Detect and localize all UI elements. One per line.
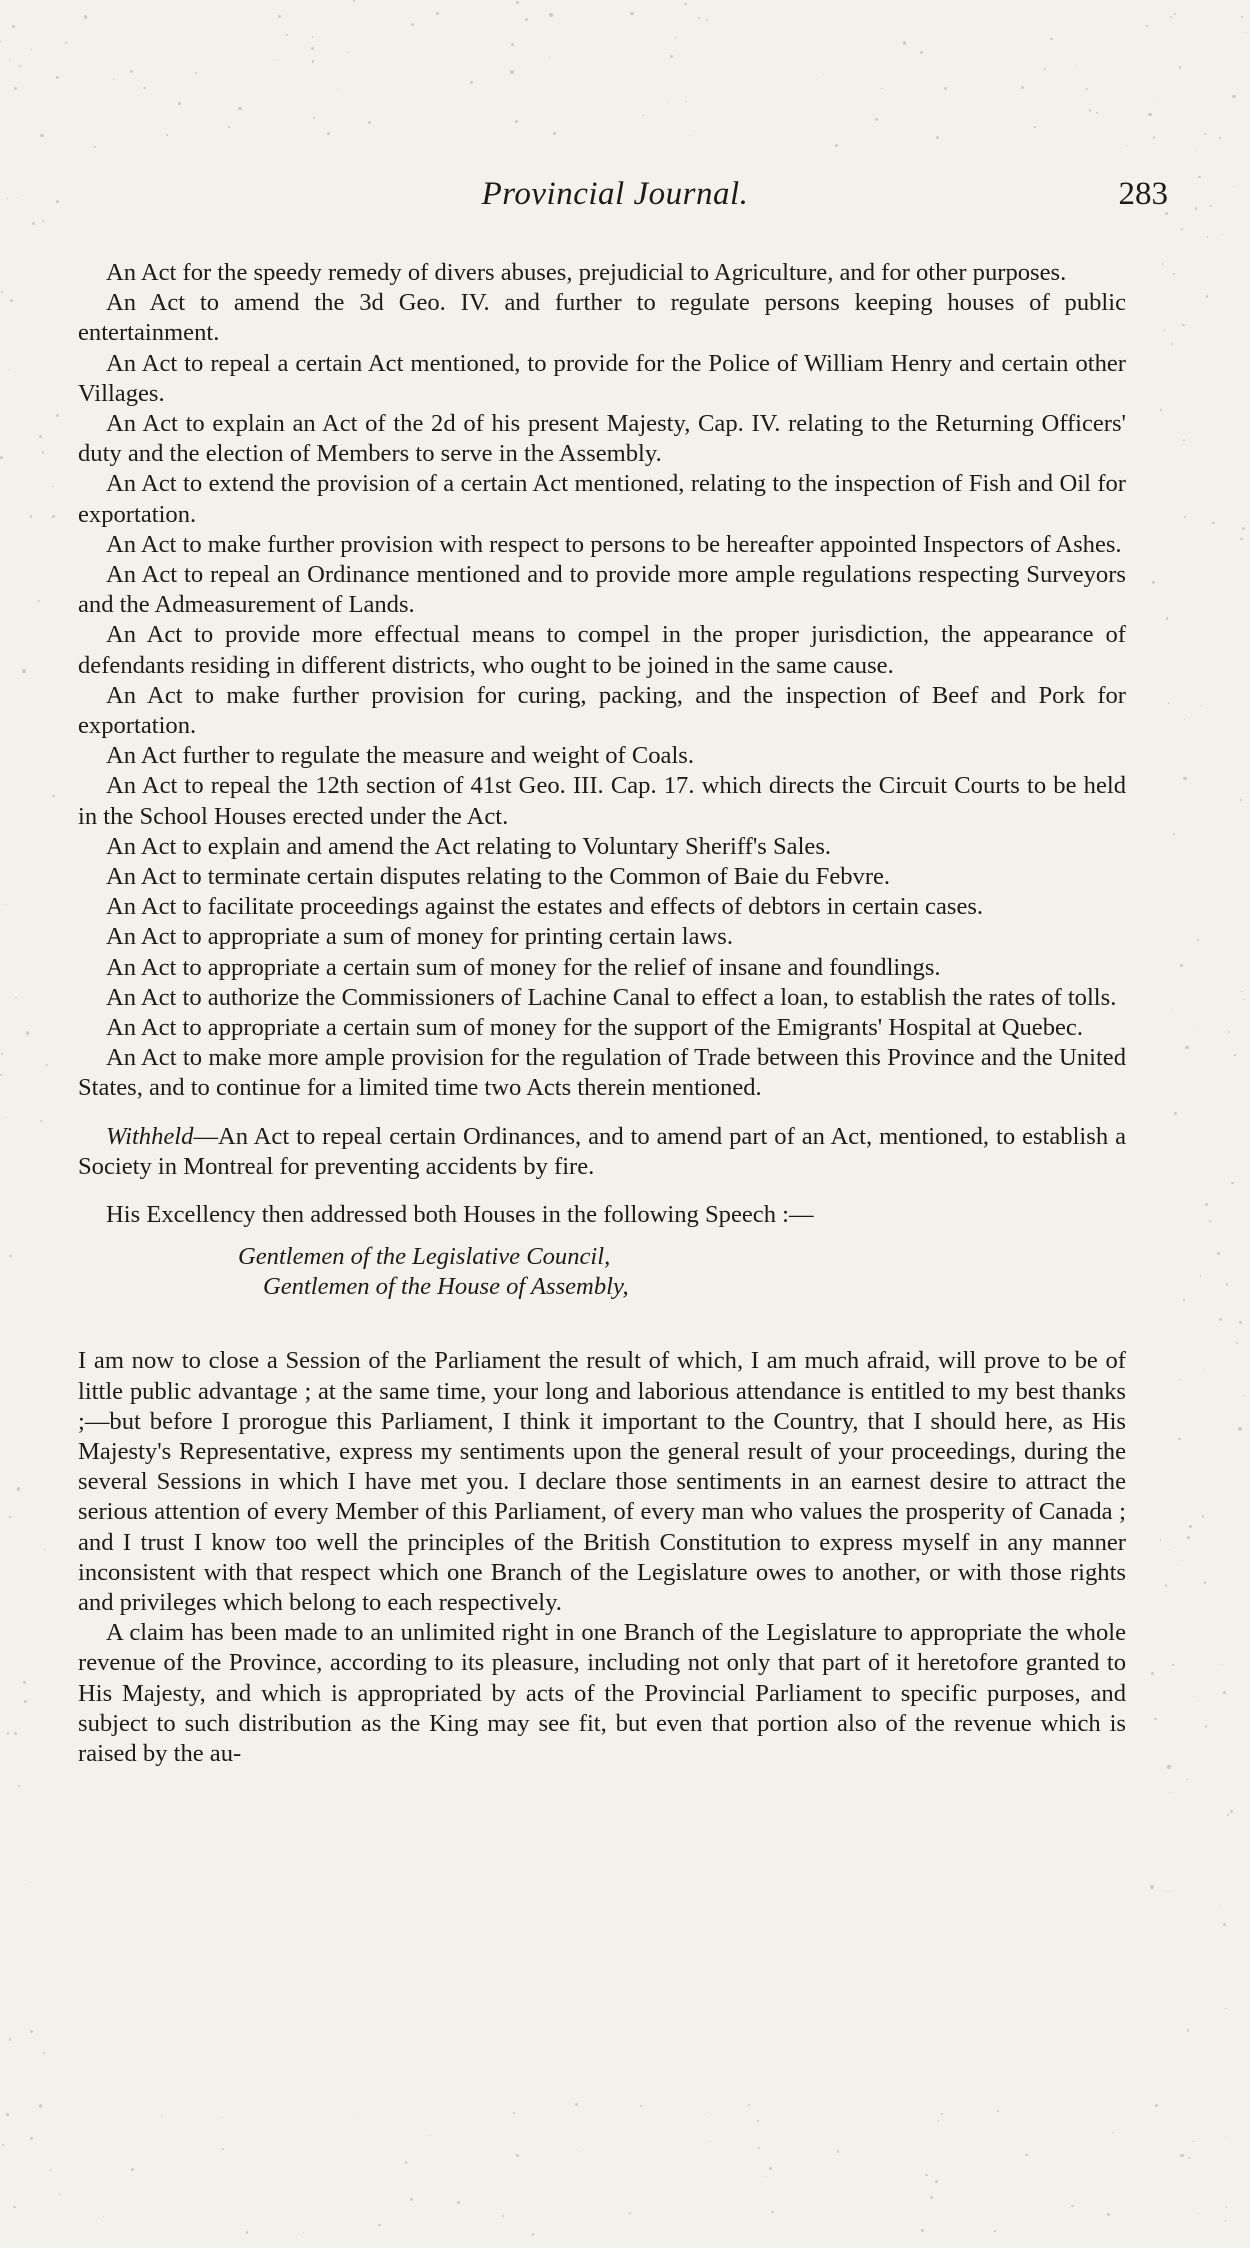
speckle-dot	[356, 2115, 357, 2116]
speckle-dot	[930, 2196, 932, 2198]
act-entry: An Act to appropriate a certain sum of money for the support of the Emigrants' Hospital at Quebec.	[106, 1014, 1083, 1042]
speckle-dot	[1171, 1009, 1172, 1010]
speckle-dot	[935, 2180, 938, 2183]
speckle-dot	[1209, 1220, 1211, 1222]
act-entry: An Act to amend the 3d Geo. IV. and further to regulate persons keeping houses of public entertainment.	[78, 289, 1126, 347]
speckle-dot	[9, 59, 11, 61]
speckle-dot	[575, 2103, 578, 2106]
speckle-dot	[1025, 2154, 1028, 2157]
speckle-dot	[32, 222, 35, 225]
act-entry: An Act further to regulate the measure and weight of Coals.	[106, 742, 695, 770]
speech-intro: His Excellency then addressed both Houses in the following Speech :—	[106, 1201, 814, 1229]
speckle-dot	[1152, 581, 1155, 584]
speckle-dot	[502, 2215, 504, 2217]
speckle-dot	[1151, 1672, 1154, 1675]
speckle-dot	[689, 135, 690, 136]
speckle-dot	[757, 2120, 760, 2123]
speckle-dot	[1173, 833, 1175, 835]
act-entry: An Act to facilitate proceedings against the estates and effects of debtors in certain cases.	[106, 893, 984, 921]
speckle-dot	[771, 2211, 774, 2214]
speckle-dot	[103, 2216, 104, 2217]
speckle-dot	[1193, 1696, 1194, 1697]
speckle-dot	[166, 134, 168, 136]
act-entry: An Act to explain an Act of the 2d of his present Majesty, Cap. IV. relating to the Returning Officers' duty and the election of Members to serve in the Assembly.	[78, 410, 1126, 468]
speckle-dot	[1196, 149, 1197, 150]
act-entry: An Act to make further provision for curing, packing, and the inspection of Beef and Pork for exportation.	[78, 681, 1126, 740]
speckle-dot	[1170, 1792, 1171, 1793]
speckle-dot	[515, 120, 518, 123]
speckle-dot	[0, 41, 1, 42]
speckle-dot	[1205, 1725, 1208, 1728]
speckle-dot	[5, 1117, 7, 1119]
speckle-dot	[94, 146, 96, 148]
speckle-dot	[1185, 1046, 1188, 1049]
speckle-dot	[667, 102, 668, 103]
speckle-dot	[1127, 145, 1128, 146]
speckle-dot	[1187, 1536, 1190, 1539]
speckle-dot	[1184, 516, 1186, 518]
speckle-dot	[65, 42, 67, 44]
speckle-dot	[1228, 1031, 1230, 1033]
speckle-dot	[1197, 939, 1199, 941]
speckle-dot	[1171, 343, 1173, 345]
speckle-dot	[30, 49, 32, 51]
speckle-dot	[312, 60, 314, 62]
speckle-dot	[1210, 205, 1212, 207]
speckle-dot	[817, 78, 818, 79]
act-entry: An Act to explain and amend the Act relating to Voluntary Sheriff's Sales.	[106, 832, 832, 860]
speckle-dot	[1239, 1321, 1242, 1324]
speckle-dot	[1034, 126, 1035, 127]
speckle-dot	[56, 200, 59, 203]
speckle-dot	[44, 1549, 45, 1550]
speckle-dot	[1219, 1906, 1220, 1907]
speckle-dot	[30, 2030, 33, 2033]
speckle-dot	[875, 118, 878, 121]
speckle-dot	[84, 15, 87, 18]
speckle-dot	[1221, 1664, 1223, 1666]
speckle-dot	[1167, 1765, 1170, 1768]
speckle-dot	[1242, 527, 1245, 530]
speckle-dot	[368, 121, 371, 124]
speckle-dot	[410, 2198, 412, 2200]
speckle-dot	[6, 2113, 9, 2116]
speckle-dot	[1240, 799, 1242, 801]
speckle-dot	[1204, 1581, 1207, 1584]
speckle-dot	[1146, 25, 1147, 26]
speckle-dot	[311, 47, 314, 50]
speckle-dot	[222, 2148, 224, 2150]
speckle-dot	[837, 2150, 840, 2153]
speckle-dot	[1225, 2137, 1226, 2138]
speckle-dot	[1186, 1779, 1188, 1781]
speckle-dot	[1202, 1515, 1204, 1517]
speckle-dot	[10, 299, 13, 302]
speckle-dot	[1154, 1718, 1156, 1720]
salutation-assembly: Gentlemen of the House of Assembly,	[263, 1273, 629, 1301]
act-entry: An Act to make further provision with respect to persons to be hereafter appointed Inspectors of Ashes.	[106, 530, 1122, 558]
speckle-dot	[161, 2115, 163, 2117]
speckle-dot	[0, 1074, 2, 1076]
speckle-dot	[1241, 16, 1243, 18]
speckle-dot	[1182, 324, 1184, 326]
speckle-dot	[1223, 1691, 1226, 1694]
speckle-dot	[246, 2231, 249, 2234]
speckle-dot	[1181, 228, 1183, 230]
speckle-dot	[1086, 88, 1088, 90]
speckle-dot	[903, 41, 906, 44]
speckle-dot	[113, 78, 115, 80]
speckle-dot	[835, 144, 838, 147]
speckle-dot	[670, 55, 673, 58]
speckle-dot	[143, 87, 146, 90]
speckle-dot	[17, 1487, 20, 1490]
speckle-dot	[1050, 38, 1052, 40]
page-number: 283	[1118, 176, 1168, 212]
speckle-dot	[8, 369, 9, 370]
speckle-dot	[1165, 1584, 1168, 1587]
speckle-dot	[1188, 2157, 1190, 2159]
act-entry: An Act to repeal an Ordinance mentioned and to provide more ample regulations respecting Surveyors and the Admeasurement of Lands.	[78, 561, 1126, 619]
speckle-dot	[1219, 137, 1220, 138]
speckle-dot	[42, 220, 45, 223]
speckle-dot	[765, 2176, 766, 2177]
salutation	[78, 1242, 1126, 1302]
speckle-dot	[7, 1732, 10, 1735]
speckle-dot	[52, 795, 55, 798]
speckle-dot	[1179, 66, 1182, 69]
speckle-dot	[457, 2201, 460, 2204]
speckle-dot	[1183, 777, 1186, 780]
act-entry: An Act to extend the provision of a certain Act mentioned, relating to the inspection of Fish and Oil for exportation.	[78, 470, 1126, 528]
speech-paragraph: A claim has been made to an unlimited right in one Branch of the Legislature to appropriate the whole revenue of the Province, according to its pleasure, including not only that part of it heretofore granted to His Majesty, and which is appropriated by acts of the Provincial Parliament to specific purposes, and subject to such distribution as the King may see fit, but even that portion also of the revenue which is raised by the au-	[78, 1619, 1126, 1767]
speckle-dot	[1172, 1664, 1173, 1665]
act-entry: An Act for the speedy remedy of divers abuses, prejudicial to Agriculture, and for other purposes.	[106, 259, 1067, 286]
speckle-dot	[327, 132, 330, 135]
speckle-dot	[549, 57, 550, 58]
speckle-dot	[1245, 32, 1246, 33]
speckle-dot	[510, 70, 513, 73]
speckle-dot	[42, 451, 45, 454]
act-entry: An Act to appropriate a sum of money for printing certain laws.	[106, 923, 733, 951]
speckle-dot	[278, 59, 279, 60]
speckle-dot	[769, 2167, 772, 2170]
speckle-dot	[1230, 1810, 1233, 1813]
speckle-dot	[1155, 2104, 1158, 2107]
speckle-dot	[39, 2104, 42, 2107]
acts-list	[78, 258, 1126, 1104]
speckle-dot	[337, 89, 338, 90]
speckle-dot	[353, 0, 355, 2]
speckle-dot	[18, 1785, 20, 1787]
speckle-dot	[1234, 1054, 1236, 1056]
running-title: Provincial Journal.	[481, 176, 749, 212]
speckle-dot	[1240, 538, 1243, 541]
speckle-dot	[1231, 1182, 1233, 1184]
speckle-dot	[532, 2233, 534, 2235]
speckle-dot	[1226, 2206, 1228, 2208]
speech-paragraph: I am now to close a Session of the Parliament the result of which, I am much afraid, will prove to be of little public advantage ; at the same time, your long and laborious attendance is entitled to my best thanks ;—but before I prorogue this Parliament, I think it important to the Country, that I should here, as His Majesty's Representative, express my sentiments upon the general result of your proceedings, during the several Sessions in which I have met you. I declare those sentiments in an earnest desire to attract the serious attention of every Member of this Parliament, of every man who values the prosperity of Canada ; and I trust I know too well the principles of the British Constitution to express myself in any manner inconsistent with that respect which one Branch of the Legislature owes to another, or with those rights and privileges which belong to each respectively.	[78, 1347, 1126, 1616]
speckle-dot	[823, 74, 824, 75]
speckle-dot	[14, 1732, 17, 1735]
speckle-dot	[50, 2169, 52, 2171]
speckle-dot	[411, 23, 414, 26]
speckle-dot	[1243, 1395, 1245, 1397]
speckle-dot	[1183, 439, 1185, 441]
speckle-dot	[347, 52, 349, 54]
speckle-dot	[1200, 705, 1201, 706]
speckle-dot	[1165, 212, 1167, 214]
speckle-dot	[1226, 1283, 1228, 1285]
speckle-dot	[131, 2168, 134, 2171]
speckle-dot	[938, 2120, 940, 2122]
speckle-dot	[15, 997, 16, 998]
speckle-dot	[642, 115, 644, 117]
speckle-dot	[1166, 617, 1168, 619]
act-entry: An Act to terminate certain disputes relating to the Common of Baie du Febvre.	[106, 863, 891, 891]
speckle-dot	[1241, 991, 1242, 992]
speckle-dot	[1071, 2205, 1074, 2208]
speckle-dot	[23, 1681, 26, 1684]
withheld-text: —An Act to repeal certain Ordinances, and to amend part of an Act, mentioned, to establish a Society in Montreal for preventing accidents by fire.	[78, 1122, 1126, 1180]
speckle-dot	[513, 2112, 515, 2114]
speckle-dot	[685, 101, 687, 103]
speckle-dot	[1207, 236, 1208, 237]
speckle-dot	[429, 2135, 431, 2137]
speckle-dot	[1160, 1539, 1161, 1540]
speckle-dot	[286, 34, 288, 36]
speckle-dot	[1195, 207, 1197, 209]
speckle-dot	[1183, 1299, 1185, 1301]
speckle-dot	[1204, 1369, 1205, 1370]
speckle-dot	[1206, 295, 1209, 298]
speckle-dot	[1198, 176, 1201, 179]
speckle-dot	[6, 198, 8, 200]
speckle-dot	[30, 2137, 33, 2140]
speckle-dot	[553, 132, 556, 135]
speckle-dot	[1212, 522, 1215, 525]
speckle-dot	[1234, 186, 1235, 187]
speckle-dot	[920, 51, 923, 54]
speckle-dot	[39, 435, 42, 438]
speckle-dot	[195, 72, 197, 74]
speckle-dot	[228, 126, 230, 128]
speckle-dot	[1175, 1547, 1176, 1548]
speckle-dot	[1196, 1027, 1197, 1028]
speckle-dot	[1182, 1560, 1183, 1561]
act-entry: An Act to provide more effectual means to compel in the proper jurisdiction, the appearance of defendants residing in different districts, who ought to be joined in the same cause.	[78, 621, 1126, 679]
speckle-dot	[1217, 1252, 1220, 1255]
speckle-dot	[1044, 68, 1046, 70]
speckle-dot	[706, 19, 708, 21]
speckle-dot	[511, 43, 514, 46]
speckle-dot	[1162, 263, 1163, 264]
speckle-dot	[684, 3, 687, 6]
speckle-dot	[405, 2161, 407, 2163]
salutation-council: Gentlemen of the Legislative Council,	[238, 1243, 611, 1271]
act-entry: An Act to make more ample provision for the regulation of Trade between this Province and the United States, and to continue for a limited time two Acts therein mentioned.	[78, 1044, 1126, 1102]
speckle-dot	[0, 456, 3, 459]
speckle-dot	[516, 1, 519, 4]
speckle-dot	[5, 904, 6, 905]
speckle-dot	[1148, 113, 1151, 116]
speckle-dot	[1179, 1379, 1180, 1380]
speckle-dot	[470, 81, 473, 84]
speckle-dot	[1174, 13, 1176, 15]
speckle-dot	[2, 2144, 4, 2146]
speckle-dot	[221, 2117, 222, 2118]
speckle-dot	[1167, 1891, 1169, 1893]
withheld-label: Withheld	[106, 1122, 194, 1150]
speckle-dot	[1107, 2213, 1110, 2216]
speckle-dot	[56, 76, 59, 79]
speckle-dot	[1198, 2213, 1199, 2214]
speckle-dot	[9, 1255, 11, 1257]
speckle-dot	[709, 2141, 710, 2142]
speckle-dot	[278, 15, 281, 18]
speckle-dot	[1192, 2141, 1193, 2142]
speckle-dot	[1187, 2029, 1190, 2032]
speckle-dot	[312, 36, 313, 37]
speckle-dot	[40, 134, 43, 137]
speckle-dot	[22, 669, 25, 672]
speckle-dot	[130, 70, 133, 73]
speckle-dot	[675, 37, 676, 38]
speckle-dot	[1174, 1112, 1176, 1114]
speckle-dot	[43, 2052, 45, 2054]
speckle-dot	[1200, 1275, 1202, 1277]
speckle-dot	[1225, 2008, 1227, 2010]
speckle-dot	[1180, 2154, 1183, 2157]
speckle-dot	[9, 2038, 11, 2040]
speckle-dot	[994, 2230, 996, 2232]
speckle-dot	[13, 2206, 15, 2208]
speckle-dot	[1160, 409, 1161, 410]
act-entry: An Act to appropriate a certain sum of money for the relief of insane and foundlings.	[106, 953, 941, 981]
speckle-dot	[1244, 998, 1246, 1000]
speckle-dot	[52, 515, 55, 518]
speckle-dot	[436, 12, 439, 15]
speckle-dot	[1204, 133, 1206, 135]
speckle-dot	[1168, 702, 1169, 703]
speckle-dot	[26, 1031, 29, 1034]
speckle-dot	[997, 2110, 999, 2112]
speckle-dot	[1021, 86, 1024, 89]
speckle-dot	[1238, 1427, 1241, 1430]
speckle-dot	[46, 1064, 48, 1066]
speckle-dot	[1173, 273, 1175, 275]
speckle-dot	[758, 2147, 760, 2149]
speckle-dot	[1223, 1923, 1226, 1926]
speckle-dot	[1225, 2220, 1226, 2221]
speckle-dot	[56, 414, 59, 417]
speckle-dot	[925, 2174, 927, 2176]
act-entry: An Act to repeal the 12th section of 41st Geo. III. Cap. 17. which directs the Circuit Courts to be held in the School Houses erected under the Act.	[78, 772, 1126, 830]
withheld-act	[78, 1122, 1126, 1182]
speckle-dot	[1170, 16, 1173, 19]
speckle-dot	[19, 65, 21, 67]
speckle-dot	[1156, 99, 1157, 100]
speckle-dot	[748, 2104, 751, 2107]
speckle-dot	[378, 2224, 381, 2227]
speckle-dot	[921, 2229, 924, 2232]
speckle-dot	[516, 2154, 519, 2157]
speckle-dot	[1153, 136, 1156, 139]
speckle-dot	[1232, 95, 1235, 98]
speckle-dot	[936, 136, 939, 139]
speckle-dot	[549, 13, 552, 16]
speckle-dot	[708, 2112, 709, 2113]
speckle-dot	[1096, 112, 1098, 114]
speckle-dot	[14, 87, 17, 90]
speckle-dot	[303, 2232, 304, 2233]
speckle-dot	[944, 87, 947, 90]
speckle-dot	[1236, 1342, 1238, 1344]
speckle-dot	[1227, 1814, 1229, 1816]
speckle-dot	[9, 1516, 10, 1517]
page-header	[70, 176, 1168, 220]
speckle-dot	[59, 2193, 61, 2195]
speckle-dot	[1089, 109, 1092, 112]
speckle-dot	[38, 600, 40, 602]
speckle-dot	[1222, 234, 1223, 235]
speckle-dot	[238, 107, 241, 110]
speckle-dot	[52, 486, 53, 487]
speckle-dot	[525, 18, 528, 21]
speckle-dot	[24, 1700, 27, 1703]
speckle-dot	[12, 25, 15, 28]
speckle-dot	[698, 17, 700, 19]
speckle-dot	[1205, 1203, 1207, 1205]
body-text	[78, 258, 1126, 1769]
speckle-dot	[941, 2113, 943, 2115]
speckle-dot	[881, 88, 882, 89]
speckle-dot	[40, 1120, 42, 1122]
speckle-dot	[1076, 66, 1077, 67]
speckle-dot	[1164, 329, 1166, 331]
speckle-dot	[30, 515, 33, 518]
act-entry: An Act to repeal a certain Act mentioned, to provide for the Police of William Henry and certain other Villages.	[78, 349, 1126, 407]
speckle-dot	[1180, 964, 1183, 967]
speckle-dot	[313, 117, 315, 119]
speckle-dot	[1112, 2132, 1113, 2133]
speckle-dot	[1184, 719, 1185, 720]
speckle-dot	[24, 1884, 25, 1885]
act-entry: An Act to authorize the Commissioners of Lachine Canal to effect a loan, to establish the rates of tolls.	[106, 983, 1117, 1011]
speckle-dot	[640, 2105, 642, 2107]
speckle-dot	[873, 115, 874, 116]
speckle-dot	[178, 102, 181, 105]
speckle-dot	[1219, 1318, 1222, 1321]
speckle-dot	[629, 2212, 631, 2214]
speckle-dot	[23, 195, 24, 196]
speckle-dot	[630, 12, 633, 15]
speckle-dot	[1189, 1525, 1192, 1528]
speckle-dot	[1150, 1885, 1153, 1888]
speckle-dot	[1178, 1438, 1181, 1441]
speckle-dot	[1, 291, 3, 293]
speckle-dot	[579, 2151, 580, 2152]
speckle-dot	[1, 1053, 3, 1055]
